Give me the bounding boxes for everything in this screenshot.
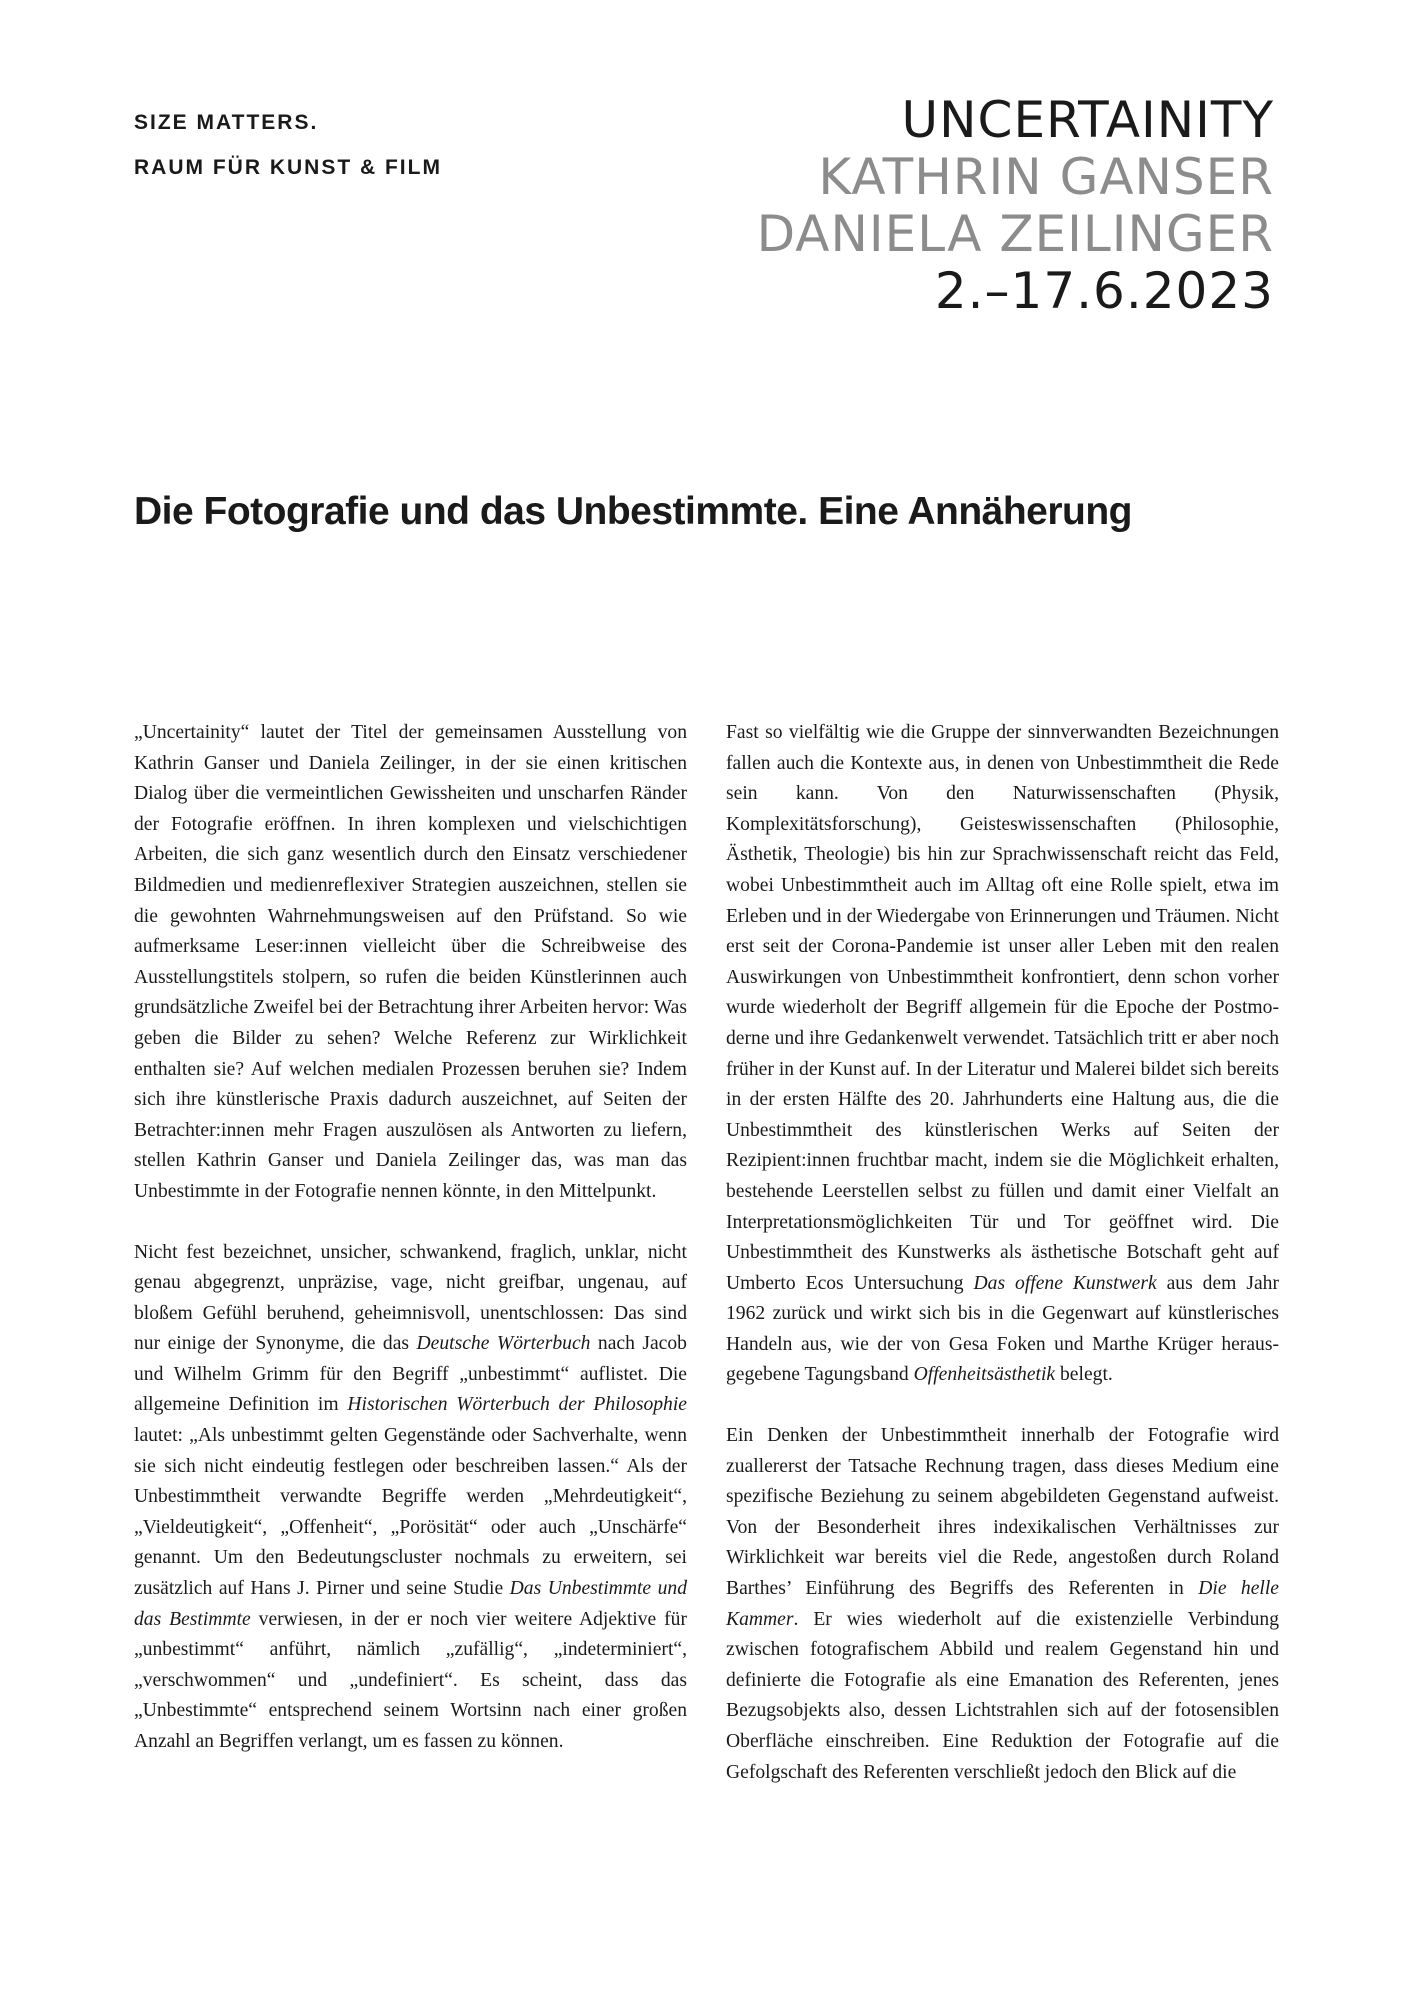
org-line-1: SIZE MATTERS. [134, 111, 319, 134]
paragraph-text: Nicht fest bezeichnet, unsicher, schwankend, fraglich, unklar, nicht genau abgegrenzt, unpräzise, vage, nicht greifbar, ungenau, auf bloßem Gefühl beruhend, geheimnisvoll, unentschlossen: Das sind nur einige der Synonyme, die das [134, 1241, 687, 1355]
paragraph-3 [726, 718, 1279, 1391]
organization-name [134, 100, 442, 190]
paragraph-4 [726, 1421, 1279, 1788]
paragraph-text: . Er wies wiederholt auf die existenzielle Verbindung zwischen fotografischem Abbild und realem Gegenstand hin und definierte die Fotografie als eine Emanation des Referenten, jenes Bezugsobjekts also, dessen Lichtstrahlen sich auf der fotosensiblen Oberfläche einschreiben. Eine Reduktion der Fotografie auf die Gefolgschaft des Referenten verschließt jedoch den Blick auf die [726, 1608, 1279, 1783]
paragraph-text: nach Jacob und Wilhelm Grimm für den Begriff „unbestimmt“ auflistet. Die allgemeine Definition im [134, 1333, 687, 1416]
paragraph-text: „Uncertainity“ lautet der Titel der gemeinsamen Ausstellung von Kathrin Ganser und Daniela Zeilinger, in der sie einen kritischen Dialog über die vermeintlichen Gewissheiten und unscharfen Ränder der Fotografie eröffnen. In ihren komplexen und vielschichtigen Arbeiten, die sich ganz wesentlich durch den Einsatz verschiedener Bildmedien und medienreflexiver Strategien auszeichnen, stellen sie die gewohnten Wahrnehmungsweisen auf den Prüfstand. So wie aufmerksame Leser:innen vielleicht über die Schreibweise des Ausstellungstitels stolpern, so rufen die beiden Künstlerinnen auch grundsätzliche Zweifel bei der Betrachtung ihrer Arbeiten hervor: Was geben die Bilder zu sehen? Welche Referenz zur Wirklichkeit enthalten sie? Auf welchen medialen Prozessen beruhen sie? Indem sich ihre künstlerische Praxis dadurch auszeichnet, auf Seiten der Betrachter:innen mehr Fragen auszulösen als Antworten zu liefern, stellen Kathrin Ganser und Daniela Zeilinger das, was man das Unbestimmte in der Fotografie nennen könnte, in den Mittelpunkt. [134, 722, 688, 1202]
exhibition-block [757, 92, 1274, 320]
paragraph-2 [134, 1238, 687, 1758]
article-headline: Die Fotografie und das Unbestimmte. Eine Annäherung [134, 490, 1132, 533]
paragraph-text: Ein Denken der Unbestimmtheit innerhalb der Fotografie wird zuallererst der Tatsache Rechnung tragen, dass dieses Medium eine spezifische Beziehung zu seinem abgebildeten Gegenstand aufweist. Von der Besonderheit ihres indexikalischen Verhältnisses zur Wirklichkeit war bereits viel die Rede, angestoßen durch Roland Barthes’ Einführung des Begriffs des Referenten in [726, 1425, 1279, 1600]
book-title: Das Unbestimmte und das Bestimmte [134, 1578, 687, 1630]
paragraph-text: lautet: „Als unbestimmt gelten Gegenstände oder Sachverhalte, wenn sie sich nicht eindeutig festlegen oder beschreiben lassen.“ Als der Unbestimmtheit verwandte Begriffe werden „Mehrdeutigkeit“, „Vieldeutigkeit“, „Offenheit“, „Porösität“ oder auch „Unschärfe“ genannt. Um den Bedeutungscluster nochmals zu erweitern, sei zusätzlich auf Hans J. Pirner und seine Studie [134, 1425, 687, 1600]
org-line-2: RAUM FÜR KUNST & FILM [134, 156, 442, 179]
book-title: Historischen Wörterbuch der Philosophie [347, 1394, 687, 1416]
paragraph-text: belegt. [1055, 1364, 1113, 1386]
exhibition-dates: 2.–17.6.2023 [934, 262, 1274, 320]
artist-name-2: DANIELA ZEILINGER [756, 205, 1274, 263]
book-title: Die helle Kammer [726, 1578, 1279, 1630]
paragraph-text: Fast so vielfältig wie die Gruppe der sinnverwandten Bezeichnungen fallen auch die Kontexte aus, in denen von Unbestimmtheit die Rede sein kann. Von den Naturwissenschaften (Physik, Komplexitätsforschung), Geisteswissenschaften (Philosophie, Ästhetik, Theologie) bis hin zur Sprachwissenschaft reicht das Feld, wobei Unbestimmtheit auch im Alltag oft eine Rolle spielt, etwa im Erleben und in der Wiedergabe von Erinnerungen und Träumen. Nicht erst seit der Corona-Pandemie ist unser aller Leben mit den realen Auswirkungen von Unbestimmtheit konfrontiert, denn schon vorher wurde wiederholt der Begriff allgemein für die Epoche der Postmoderne und ihre Gedankenwelt verwendet. Tatsächlich tritt er aber noch früher in der Kunst auf. In der Literatur und Malerei bildet sich bereits in der ersten Hälfte des 20. Jahrhunderts eine Haltung aus, die die Unbestimmtheit des künstlerischen Werks auf Seiten der Rezipient:innen fruchtbar macht, indem sie die Möglichkeit erhalten, bestehende Leerstellen selbst zu füllen und damit einer Vielfalt an Interpretationsmöglichkeiten Tür und Tor geöffnet wird. Die Unbestimmtheit des Kunstwerks als ästhetische Botschaft geht auf Umberto Ecos Untersuchung [726, 722, 1279, 1294]
text-column-left [134, 718, 687, 1758]
paragraph-text: verwiesen, in der er noch vier weitere Adjektive für „unbestimmt“ anführt, nämlich „zufällig“, „indeterminiert“, „verschwommen“ und „undefiniert“. Es scheint, dass das „Unbestimmte“ entsprechend seinem Wortsinn nach einer großen Anzahl an Begriffen verlangt, um es fassen zu können. [134, 1608, 687, 1752]
book-title: Das offene Kunstwerk [973, 1272, 1157, 1294]
artist-name-1: KATHRIN GANSER [818, 148, 1274, 206]
paragraph-1 [134, 718, 687, 1208]
text-column-right [726, 718, 1279, 1788]
book-title: Offenheitsästhetik [913, 1364, 1056, 1386]
book-title: Deutsche Wörterbuch [416, 1333, 591, 1355]
paragraph-text: aus dem Jahr 1962 zurück und wirkt sich bis in die Gegenwart auf künstlerisches Handeln aus, wie der von Gesa Foken und Marthe Krüger herausgegebene Tagungsband [726, 1272, 1279, 1386]
exhibition-title: UNCERTAINITY [901, 91, 1274, 149]
